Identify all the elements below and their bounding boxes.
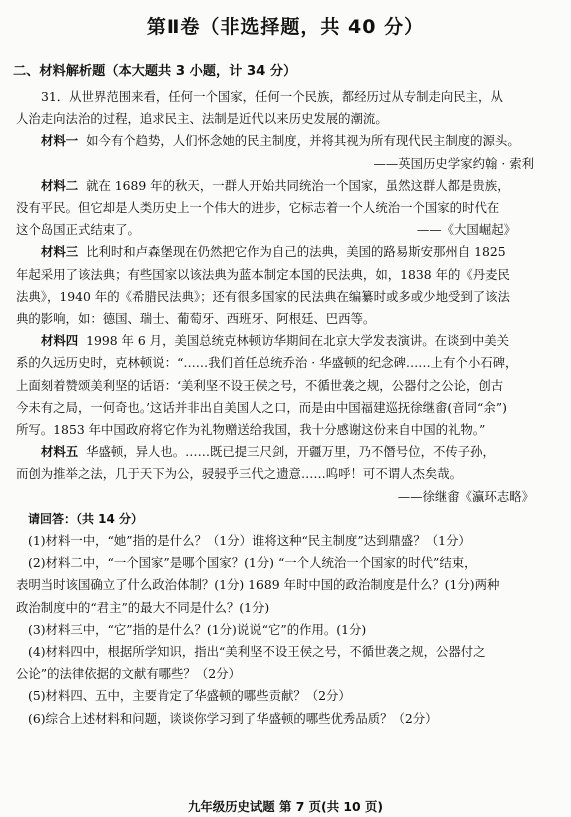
material-3-line1 (16, 241, 556, 263)
material-3-line4: 典的影响，如：德国、瑞士、葡萄牙、西班牙、阿根廷、巴西等。 (16, 311, 376, 327)
page-title: 第Ⅱ卷（非选择题，共 40 分） (146, 16, 425, 38)
material-5-line2: 而创为推举之法，几于天下为公，骎骎乎三代之遗意……呜呼！可不谓人杰矣哉。 (16, 466, 463, 482)
question-3: (3)材料三中，“它”指的是什么？(1分)说说“它”的作用。(1分) (28, 621, 367, 637)
material-2-line3 (16, 219, 556, 241)
material-2-line3-text: 这个岛国正式结束了。 (16, 222, 140, 238)
material-1-label: 材料一 (41, 133, 79, 149)
material-2-text: 就在 1689 年的秋天，一群人开始共同统治一个国家，虽然这群人都是贵族， (86, 177, 510, 193)
answer-prompt: 请回答：（共 14 分） (28, 511, 144, 526)
material-4-text: 1998 年 6 月，美国总统克林顿访华期间在北京大学发表演讲。在谈到中美关 (86, 333, 510, 349)
material-3-text: 比利时和卢森堡现在仍然把它作为自己的法典，美国的路易斯安那州自 1825 (86, 244, 506, 260)
page-footer: 九年级历史试题 第 7 页(共 10 页) (187, 799, 384, 814)
material-4-line5: 所写。1853 年中国政府将它作为礼物赠送给我国，我十分感谢这份来自中国的礼物。” (16, 422, 486, 438)
q31-intro-line1: 31．从世界范围来看，任何一个国家，任何一个民族，都经历过从专制走向民主，从 (41, 89, 503, 104)
question-4-line1: (4)材料四中，根据所学知识，指出“美利坚不设王侯之号，不循世袭之规，公器付之 (28, 644, 486, 660)
question-2-line2: 表明当时该国确立了什么政治体制？(1分) 1689 年时中国的政治制度是什么？(1分)两种 (16, 577, 500, 593)
material-1-text: 如今有个趋势，人们怀念她的民主制度，并将其视为所有现代民主制度的源头。 (86, 133, 520, 149)
material-5-line1 (16, 441, 556, 463)
material-5-source: ——徐继畬《瀛环志略》 (397, 488, 534, 504)
material-4-line4: 今未有之局，一何奇也。’这话并非出自美国人之口，而是由中国福建巡抚徐继畬(音同“余”) (16, 399, 507, 415)
material-1-source: ——英国历史学家约翰 · 索利 (373, 155, 534, 171)
question-2-line3: 政治制度中的“君主”的最大不同是什么？(1分) (16, 599, 270, 615)
material-2-source: ——《大国崛起》 (416, 222, 516, 238)
q31-intro-line2: 人治走向法治的过程，追求民主、法制是近代以来历史发展的潮流。 (16, 111, 388, 127)
material-3-line3: 法典》，1940 年的《希腊民法典》；还有很多国家的民法典在编纂时或多或少地受到了该法 (16, 288, 510, 304)
material-1 (16, 130, 556, 152)
material-5-text: 华盛顿，异人也。……既已提三尺剑，开疆万里，乃不僭号位，不传子孙， (86, 444, 495, 460)
section-heading: 二、材料解析题（本大题共 3 小题，计 34 分） (13, 64, 297, 79)
question-body (16, 86, 556, 730)
question-4-line2: 公论”的法律依据的文献有哪些？（2分） (16, 666, 241, 682)
material-3-label: 材料三 (41, 244, 79, 260)
question-1: (1)材料一中，“她”指的是什么？（1分）谁将这种“民主制度”达到鼎盛？（1分） (28, 533, 471, 549)
material-2-label: 材料二 (41, 177, 79, 193)
material-4-label: 材料四 (41, 333, 79, 349)
material-2-line1 (16, 175, 556, 197)
question-5: (5)材料四、五中，主要肯定了华盛顿的哪些贡献？（2分） (28, 688, 351, 704)
material-5-label: 材料五 (41, 444, 79, 460)
material-4-line3: 上面刻着赞颂美利坚的话语：‘美利坚不设王侯之号，不循世袭之规，公器付之公论，创古 (16, 377, 504, 393)
material-3-line2: 年起采用了该法典；有些国家以该法典为蓝本制定本国的民法典，如，1838 年的《丹麦民 (16, 266, 510, 282)
material-4-line2: 系的久远历史时，克林顿说：“……我们首任总统乔治 · 华盛顿的纪念碑……上有个小石碑， (16, 355, 518, 371)
question-6: (6)综合上述材料和问题，谈谈你学习到了华盛顿的哪些优秀品质？（2分） (28, 710, 438, 726)
question-2-line1: (2)材料二中，“一个国家”是哪个国家？(1分) “一个人统治一个国家的时代”结束， (28, 555, 477, 571)
material-2-line2: 没有平民。但它却是人类历史上一个伟大的进步，它标志着一个人统治一个国家的时代在 (16, 200, 500, 216)
material-4-line1 (16, 330, 556, 352)
